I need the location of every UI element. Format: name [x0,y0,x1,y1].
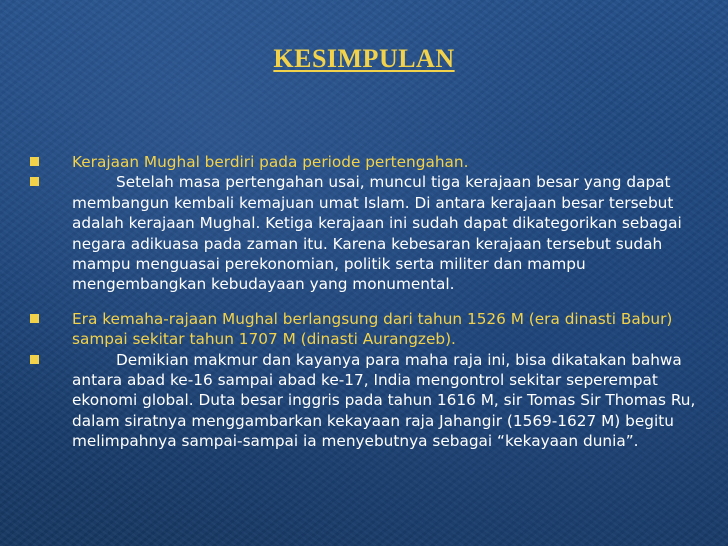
bullet-text-1: Kerajaan Mughal berdiri pada periode pertengahan. [72,153,469,171]
bullet-text-4: Demikian makmur dan kayanya para maha raja ini, bisa dikatakan bahwa antara abad ke-16 sampai abad ke-17, India mengontrol sekitar seperempat ekonomi global. Duta besar inggris pada tahun 1616 M, sir Tomas Sir Thomas Ru, dalam siratnya menggambarkan kekayaan raja Jahangir (1569-1627 M) begitu melimpahnya sampai-sampai ia menyebutnya sebagai “kekayaan dunia”. [72,350,696,451]
slide-title: KESIMPULAN [273,44,455,73]
square-bullet-icon [30,157,39,166]
bullet-text-2: Setelah masa pertengahan usai, muncul tiga kerajaan besar yang dapat membangun kembali kemajuan umat Islam. Di antara kerajaan besar tersebut adalah kerajaan Mughal. Ketiga kerajaan ini sudah dapat dikategorikan sebagai negara adikuasa pada zaman itu. Karena kebesaran kerajaan tersebut sudah mampu menguasai perekonomian, politik serta militer dan mampu mengembangkan kebudayaan yang monumental. [72,173,682,294]
bullet-item-1 [28,152,704,172]
square-bullet-icon [30,177,39,186]
bullet-text-3: Era kemaha-rajaan Mughal berlangsung dari tahun 1526 M (era dinasti Babur) sampai sekitar tahun 1707 M (dinasti Aurangzeb). [72,309,673,349]
bullet-list [28,152,704,452]
square-bullet-icon [30,314,39,323]
bullet-item-4 [28,350,704,452]
square-bullet-icon [30,355,39,364]
bullet-item-2 [28,172,704,294]
bullet-item-3 [28,309,704,350]
